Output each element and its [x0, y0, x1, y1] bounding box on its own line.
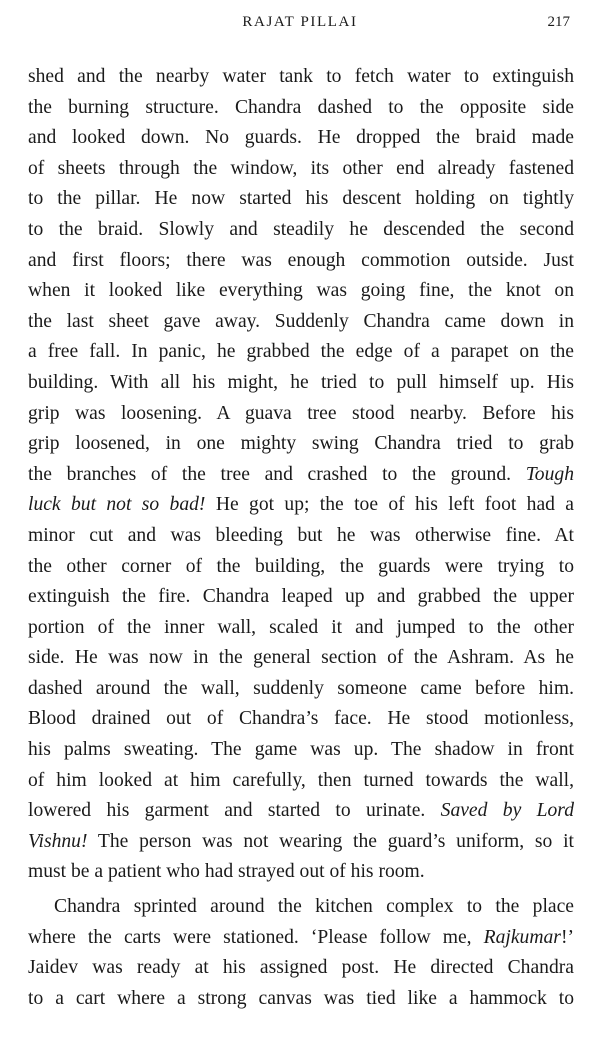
text-run: minor cut and was bleeding but he was otherwise fine. At: [28, 524, 574, 546]
italic-text: Saved by Lord: [440, 800, 574, 822]
text-line: [28, 552, 574, 583]
text-line: [28, 613, 574, 644]
text-line: [28, 154, 574, 185]
text-line: [28, 307, 574, 338]
text-line: [28, 62, 574, 93]
paragraph: [28, 62, 574, 888]
text-run: Chandra sprinted around the kitchen complex to the place: [54, 896, 574, 918]
text-run: dashed around the wall, suddenly someone came before him.: [28, 677, 574, 699]
text-line: [28, 735, 574, 766]
text-run: Jaidev was ready at his assigned post. He directed Chandra: [28, 957, 574, 979]
text-run: He got up; the toe of his left foot had a: [205, 494, 574, 516]
text-line: [28, 215, 574, 246]
text-line: [28, 953, 574, 984]
text-line: [28, 704, 574, 735]
text-run: building. With all his might, he tried to pull himself up. His: [28, 371, 574, 393]
body-text: [28, 62, 574, 1014]
text-run: the branches of the tree and crashed to the ground.: [28, 463, 526, 485]
italic-text: Rajkumar: [483, 926, 561, 948]
page-number: 217: [547, 14, 570, 30]
text-line: [28, 857, 574, 888]
text-line: [28, 368, 574, 399]
text-run: where the carts were stationed. ‘Please follow me,: [28, 926, 484, 948]
text-run: of him looked at him carefully, then turned towards the wall,: [28, 769, 574, 791]
text-line: [28, 827, 574, 858]
italic-text: Tough: [525, 463, 574, 485]
text-run: !’: [560, 926, 574, 948]
text-line: [28, 460, 574, 491]
text-line: [28, 276, 574, 307]
text-run: shed and the nearby water tank to fetch water to extinguish: [28, 66, 574, 87]
text-line: [28, 184, 574, 215]
text-run: The person was not wearing the guard’s uniform, so it: [87, 830, 574, 852]
text-line: [28, 123, 574, 154]
text-run: portion of the inner wall, scaled it and jumped to the other: [28, 616, 574, 638]
text-line: [28, 643, 574, 674]
text-run: of sheets through the window, its other end already fastened: [28, 157, 574, 179]
text-run: and looked down. No guards. He dropped the braid made: [28, 127, 574, 149]
text-line: [28, 490, 574, 521]
running-header: [0, 10, 600, 34]
text-run: to the pillar. He now started his descent holding on tightly: [28, 188, 574, 210]
text-line: [28, 796, 574, 827]
text-run: extinguish the fire. Chandra leaped up and grabbed the upper: [28, 586, 574, 608]
text-line: [28, 399, 574, 430]
text-run: the last sheet gave away. Suddenly Chandra came down in: [28, 310, 574, 332]
text-line: [28, 766, 574, 797]
running-header-author: RAJAT PILLAI: [242, 14, 358, 30]
text-run: when it looked like everything was going fine, the knot on: [28, 280, 574, 302]
text-line: [28, 582, 574, 613]
text-run: the other corner of the building, the guards were trying to: [28, 555, 574, 577]
text-run: a free fall. In panic, he grabbed the edge of a parapet on the: [28, 341, 574, 363]
text-line: [28, 337, 574, 368]
text-run: side. He was now in the general section of the Ashram. As he: [28, 647, 574, 669]
text-run: to a cart where a strong canvas was tied like a hammock to: [28, 987, 574, 1009]
italic-text: luck but not so bad!: [28, 494, 206, 516]
text-run: to the braid. Slowly and steadily he descended the second: [28, 218, 574, 240]
text-line: [28, 984, 574, 1015]
text-line: [28, 674, 574, 705]
text-run: lowered his garment and started to urinate.: [28, 800, 441, 822]
text-line: [28, 246, 574, 277]
text-run: the burning structure. Chandra dashed to the opposite side: [28, 96, 574, 118]
text-run: his palms sweating. The game was up. The shadow in front: [28, 739, 574, 761]
text-run: must be a patient who had strayed out of his room.: [28, 861, 425, 883]
text-line: [28, 93, 574, 124]
text-run: grip loosened, in one mighty swing Chandra tried to grab: [28, 433, 574, 455]
text-run: Blood drained out of Chandra’s face. He stood motionless,: [28, 708, 574, 730]
text-line: [28, 429, 574, 460]
text-run: and first floors; there was enough commotion outside. Just: [28, 249, 574, 271]
paragraph: [28, 892, 574, 1014]
text-line: [28, 892, 574, 923]
text-run: grip was loosening. A guava tree stood nearby. Before his: [28, 402, 574, 424]
text-line: [28, 923, 574, 954]
text-line: [28, 521, 574, 552]
italic-text: Vishnu!: [28, 830, 88, 852]
